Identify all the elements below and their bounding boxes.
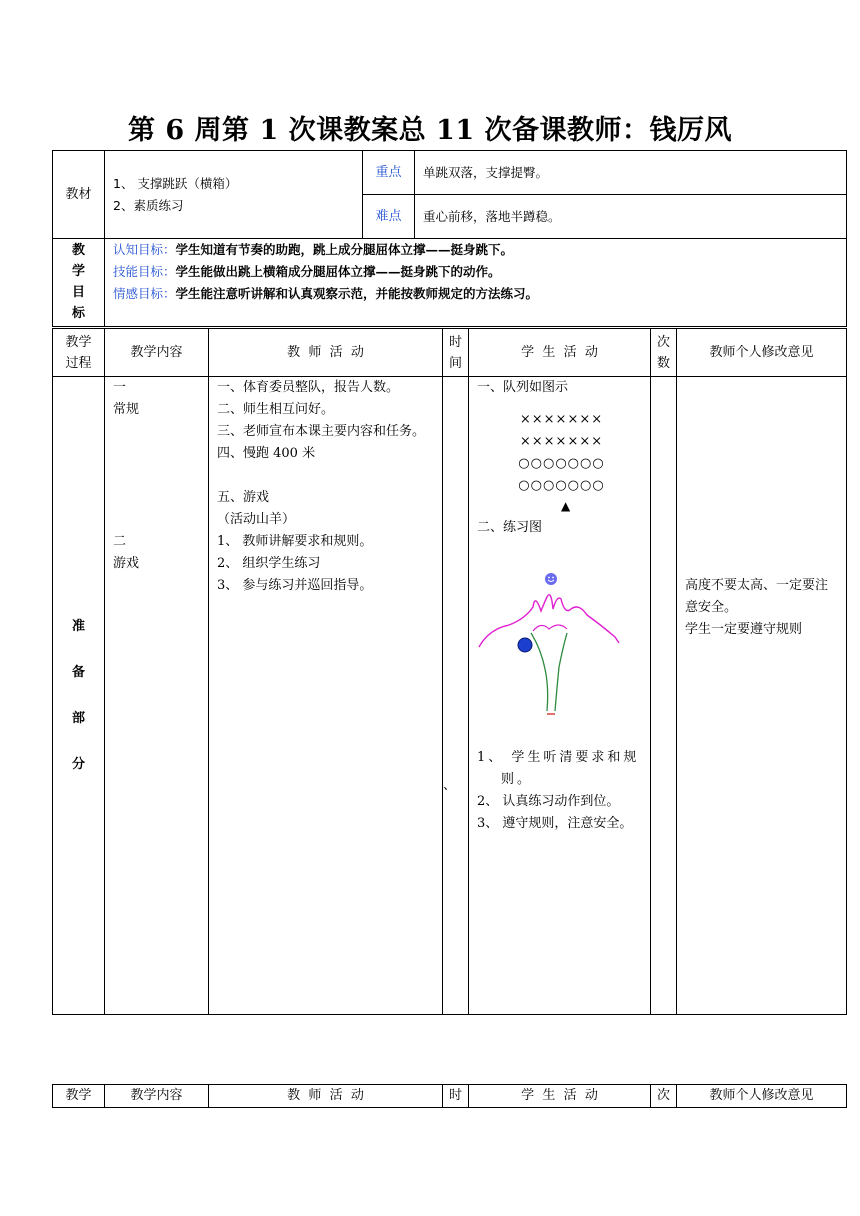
- header-time-line: 间: [448, 355, 462, 371]
- objective-text: 学生能做出跳上横箱成分腿屈体立撑——挺身跳下的动作。: [175, 264, 501, 279]
- header-student: 学 生 活 动: [469, 329, 651, 377]
- key-point-label: 重点: [363, 151, 415, 195]
- teacher-activity: 二、师生相互问好。: [217, 402, 335, 417]
- time-mark: 、: [443, 778, 457, 793]
- footer-header-content: 教学内容: [105, 1085, 209, 1108]
- header-count: [651, 329, 677, 377]
- formation-row: ○○○○○○○: [518, 478, 605, 493]
- content-num: 二: [113, 534, 127, 549]
- prep-opinion: [677, 377, 847, 1015]
- box-outline-icon: [479, 595, 619, 647]
- header-process: [53, 329, 105, 377]
- formation-title: 一、队列如图示: [477, 380, 569, 395]
- teacher-activity: 一、体育委员整队，报告人数。: [217, 380, 400, 395]
- objectives-label-char: 标: [71, 306, 85, 321]
- smiley-icon: [545, 573, 557, 585]
- difficulty-label: 难点: [363, 195, 415, 239]
- header-time: [443, 329, 469, 377]
- key-point-text: 单跳双落，支撑提臀。: [415, 151, 847, 195]
- prep-time: [443, 377, 469, 1015]
- teacher-position-icon: ▲: [561, 499, 571, 513]
- objective-text: 学生能注意听讲解和认真观察示范，并能按教师规定的方法练习。: [175, 286, 539, 301]
- student-step: 2、 认真练习动作到位。: [477, 794, 620, 809]
- teacher-activity: 三、老师宣布本课主要内容和任务。: [217, 424, 426, 439]
- prep-content: [105, 377, 209, 1015]
- objective-emotion: [105, 283, 846, 305]
- header-opinion: 教师个人修改意见: [677, 329, 847, 377]
- teacher-activity-sub: （活动山羊）: [217, 512, 296, 527]
- student-step: 3、 遵守规则，注意安全。: [477, 816, 633, 831]
- teacher-step: 3、 参与练习并巡回指导。: [217, 578, 373, 593]
- footer-header-opinion: 教师个人修改意见: [677, 1085, 847, 1108]
- objective-text: 学生知道有节奏的助跑，跳上成分腿屈体立撑——挺身跳下。: [175, 242, 514, 257]
- prep-teacher: [209, 377, 443, 1015]
- header-teacher: 教 师 活 动: [209, 329, 443, 377]
- practice-diagram: [475, 559, 645, 719]
- section-char: 分: [71, 756, 85, 772]
- footer-header-process: 教学: [53, 1085, 105, 1108]
- header-time-line: 时: [448, 334, 462, 350]
- opinion-text: 高度不要太高、一定要注意安全。: [685, 578, 829, 615]
- footer-header-count: 次: [651, 1085, 677, 1108]
- footer-header-time: 时: [443, 1085, 469, 1108]
- section-char: 部: [71, 710, 85, 726]
- teacher-activity: 五、游戏: [217, 490, 270, 505]
- difficulty-text: 重心前移，落地半蹲稳。: [415, 195, 847, 239]
- section-prep-label: [53, 377, 105, 1015]
- footer-header-teacher: 教 师 活 动: [209, 1085, 443, 1108]
- objective-cognitive: [105, 239, 846, 261]
- content-name: 常规: [113, 402, 140, 417]
- lesson-info-table: [52, 150, 847, 327]
- objective-label: 认知目标：: [113, 242, 176, 257]
- teacher-activity: 四、慢跑 400 米: [217, 446, 316, 461]
- prep-count: [651, 377, 677, 1015]
- formation-row: ○○○○○○○: [518, 456, 605, 471]
- footer-header-student: 学 生 活 动: [469, 1085, 651, 1108]
- header-count-line: 数: [656, 355, 670, 371]
- objectives-label-char: 目: [71, 285, 85, 300]
- objective-label: 情感目标：: [113, 286, 176, 301]
- content-num: 一: [113, 380, 127, 395]
- lesson-process-table: [52, 328, 847, 1015]
- section-char: 备: [71, 664, 85, 680]
- opinion-text: 学生一定要遵守规则: [685, 622, 803, 637]
- practice-title: 二、练习图: [477, 520, 543, 535]
- objective-label: 技能目标：: [113, 264, 176, 279]
- header-count-line: 次: [656, 334, 670, 350]
- ball-icon: [518, 638, 532, 652]
- objective-skill: [105, 261, 846, 283]
- prep-student: [469, 377, 651, 1015]
- objectives-label: [53, 239, 105, 327]
- header-process-line: 过程: [65, 355, 92, 371]
- material-item-1: 1、 支撑跳跃（横箱）: [113, 175, 238, 191]
- objectives-label-char: 教: [71, 243, 85, 258]
- student-figure-icon: [531, 633, 567, 711]
- material-items: [105, 151, 363, 239]
- section-char: 准: [71, 618, 85, 634]
- teacher-step: 1、 教师讲解要求和规则。: [217, 534, 373, 549]
- formation-row: ×××××××: [519, 434, 604, 449]
- header-process-line: 教学: [65, 334, 92, 350]
- header-content: 教学内容: [105, 329, 209, 377]
- formation-row: ×××××××: [519, 412, 604, 427]
- teacher-step: 2、 组织学生练习: [217, 556, 321, 571]
- material-label: 教材: [53, 151, 105, 239]
- material-item-2: 2、素质练习: [113, 197, 184, 213]
- objectives-text: [105, 239, 847, 327]
- student-step: 1、 学生听清要求和规则。: [477, 750, 640, 787]
- next-page-header-table: [52, 1084, 847, 1108]
- content-name: 游戏: [113, 556, 140, 571]
- page-title: 第 6 周第 1 次课教案总 11 次备课教师：钱厉风: [127, 115, 733, 146]
- objectives-label-char: 学: [71, 264, 85, 279]
